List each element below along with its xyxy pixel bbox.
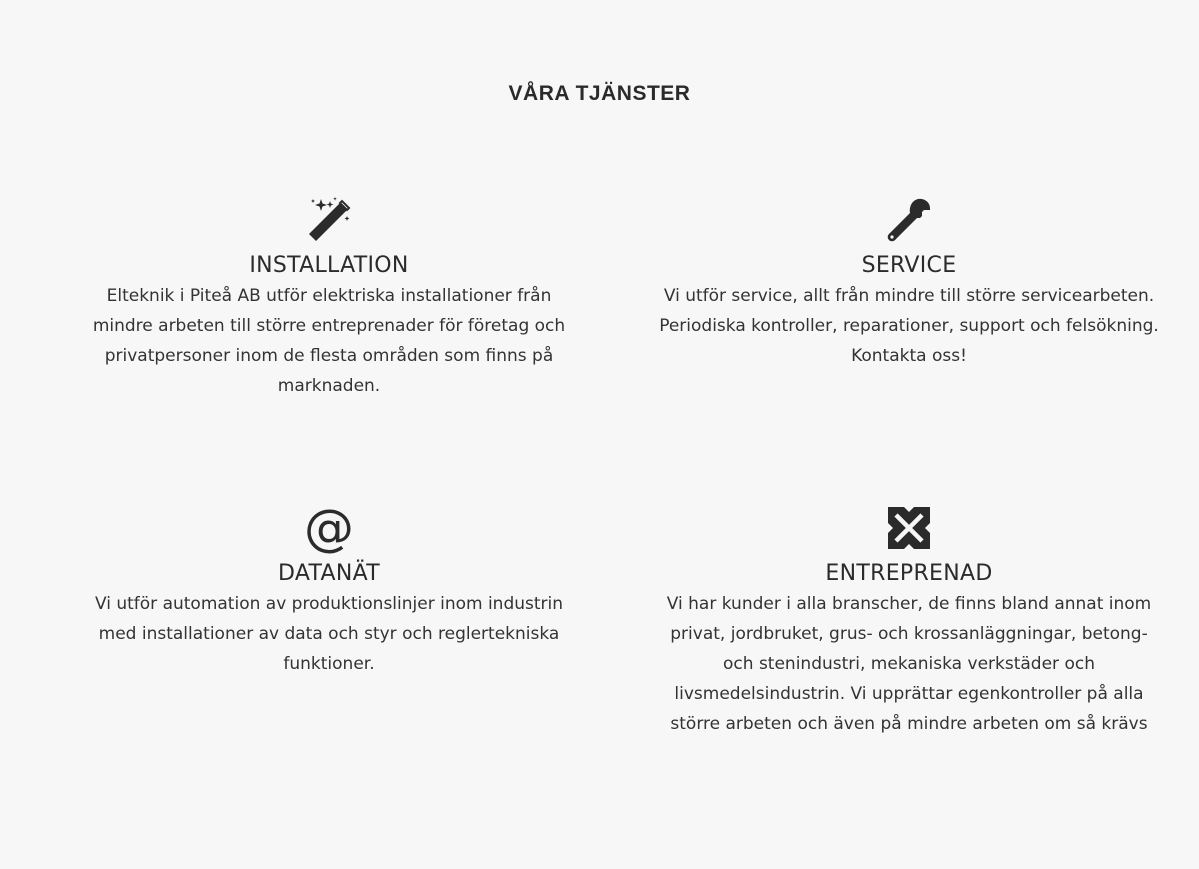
service-entreprenad bbox=[660, 503, 1158, 739]
at-sign-icon: @ bbox=[304, 499, 354, 557]
service-installation bbox=[90, 195, 568, 401]
service-title: DATANÄT bbox=[277, 561, 380, 586]
wrench-icon bbox=[655, 195, 1163, 245]
service-description: Vi utför automation av produktionslinjer inom industrin med installationer av data och styr och reglertekniska funktioner. bbox=[94, 594, 564, 674]
expand-arrows-icon bbox=[660, 503, 1158, 553]
service-title: SERVICE bbox=[861, 253, 957, 278]
service-title: ENTREPRENAD bbox=[825, 561, 993, 586]
magic-wand-icon bbox=[90, 195, 568, 245]
service-title: INSTALLATION bbox=[249, 253, 409, 278]
service-description: Vi har kunder i alla branscher, de finns bland annat inom privat, jordbruket, grus- och krossanläggningar, betong- och stenindustri, mekaniska verkstäder och livsmedelsindustrin. Vi upprättar egenkontroller på alla större arbeten och även på mindre arbeten om så krävs bbox=[666, 594, 1152, 734]
service-service bbox=[655, 195, 1163, 371]
service-description: Vi utför service, allt från mindre till större servicearbeten. Periodiska kontroller, reparationer, support och felsökning. Kontakta oss! bbox=[659, 286, 1159, 366]
service-description: Elteknik i Piteå AB utför elektriska installationer från mindre arbeten till större entreprenader för företag och privatpersoner inom de flesta områden som finns på marknaden. bbox=[92, 286, 566, 396]
section-title: VÅRA TJÄNSTER bbox=[508, 82, 691, 105]
service-datanat bbox=[90, 499, 568, 679]
